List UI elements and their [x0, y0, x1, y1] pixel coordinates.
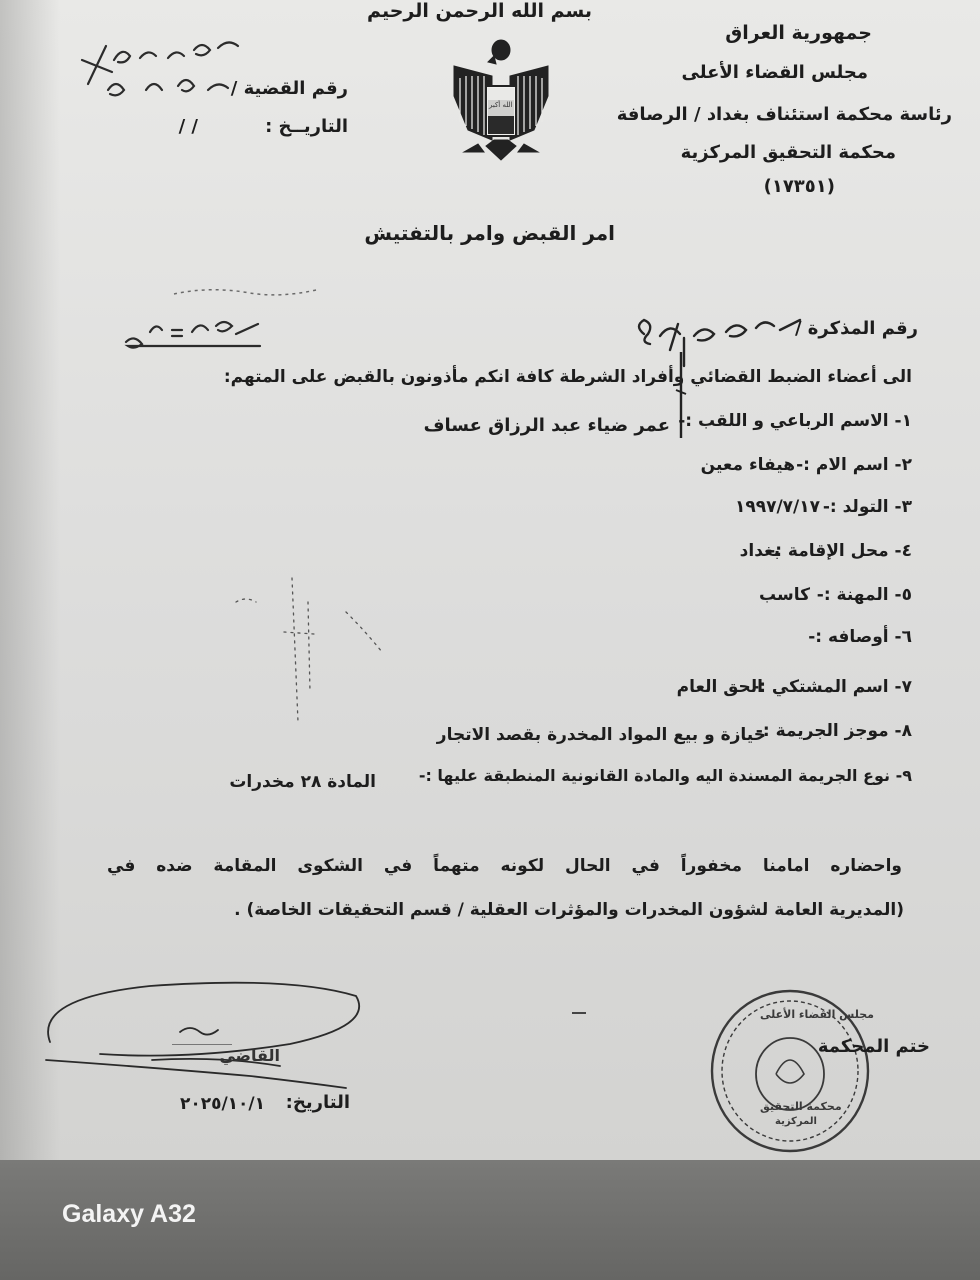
field-value-crime-type: المادة ٢٨ مخدرات [229, 772, 376, 792]
header-country: جمهورية العراق [725, 22, 872, 44]
judge-label: القاضي [219, 1046, 280, 1065]
field-value-mother: هيفاء معين [700, 455, 795, 475]
court-seal-label: ختم المحكمة [817, 1036, 930, 1057]
judge-stamp-name [172, 1026, 232, 1045]
header-council: مجلس القضاء الأعلى [681, 62, 868, 83]
memo-label: رقم المذكرة / [794, 318, 918, 339]
field-label-crime-summary: ٨- موجز الجريمة :- [755, 721, 912, 741]
field-label-crime-type: ٩- نوع الجريمة المسندة اليه والمادة القانونية المنطبقة عليها :- [418, 766, 912, 785]
basmala: بسم الله الرحمن الرحيم [367, 0, 592, 22]
field-label-residence: ٤- محل الإقامة :- [768, 541, 912, 561]
seal-bottom-text: محكمة التحقيق [760, 1100, 842, 1113]
field-label-description: ٦- أوصافه :- [808, 627, 912, 647]
body-line-2: (المديرية العامة لشؤون المخدرات والمؤثرات العقلية / قسم التحقيقات الخاصة) . [234, 900, 904, 920]
seal-top-text: مجلس القضاء الأعلى [760, 1008, 874, 1021]
footer-date-label: التاريخ: [285, 1092, 350, 1113]
field-label-complainant: ٧- اسم المشتكي :- [752, 677, 912, 697]
device-watermark: Galaxy A32 [62, 1200, 196, 1228]
divider-mark [572, 1012, 586, 1014]
date-value: / / [178, 116, 198, 137]
field-label-name: ١- الاسم الرباعي و اللقب :- [678, 411, 912, 431]
handwritten-case-number [78, 34, 248, 110]
handwritten-memo-number [630, 308, 820, 368]
field-value-occupation: كاسب [759, 585, 810, 605]
field-label-occupation: ٥- المهنة :- [816, 585, 912, 605]
handwritten-note-left [120, 312, 270, 354]
header-court: محكمة التحقيق المركزية [680, 142, 896, 163]
body-line-1: واحضاره امامنا مخفوراً في الحال لكونه متهماً في الشكوى المقامة ضده في [107, 856, 902, 876]
field-value-crime-summary: حيازة و بيع المواد المخدرة بقصد الاتجار [436, 725, 766, 745]
header-presidency: رئاسة محكمة استئناف بغداد / الرصافة [616, 104, 952, 125]
document-title: امر القبض وامر بالتفتيش [364, 221, 615, 245]
date-label: التاريــخ : [265, 116, 348, 137]
field-value-name: عمر ضياء عبد الرزاق عساف [423, 415, 670, 436]
field-value-complainant: الحق العام [676, 677, 763, 697]
case-number-label: رقم القضية / [230, 78, 348, 99]
field-label-birth: ٣- التولد :- [822, 497, 912, 517]
field-value-birth: ١٩٩٧/٧/١٧ [734, 497, 820, 517]
footer-date-value: ٢٠٢٥/١٠/١ [179, 1094, 265, 1114]
scribble-mark [170, 284, 320, 302]
emblem-shield-text: الله أكبر [489, 101, 513, 109]
header-court-code: (١٧٣٥١) [763, 176, 835, 197]
seal-small-text: المركزية [775, 1116, 817, 1127]
intro-line: الى أعضاء الضبط القضائي وأفراد الشرطة كافة انكم مأذونون بالقبض على المتهم: [223, 367, 912, 387]
field-value-residence: بغداد [739, 541, 780, 561]
field-label-mother: ٢- اسم الام :- [796, 455, 912, 475]
faint-scribble [226, 572, 396, 732]
